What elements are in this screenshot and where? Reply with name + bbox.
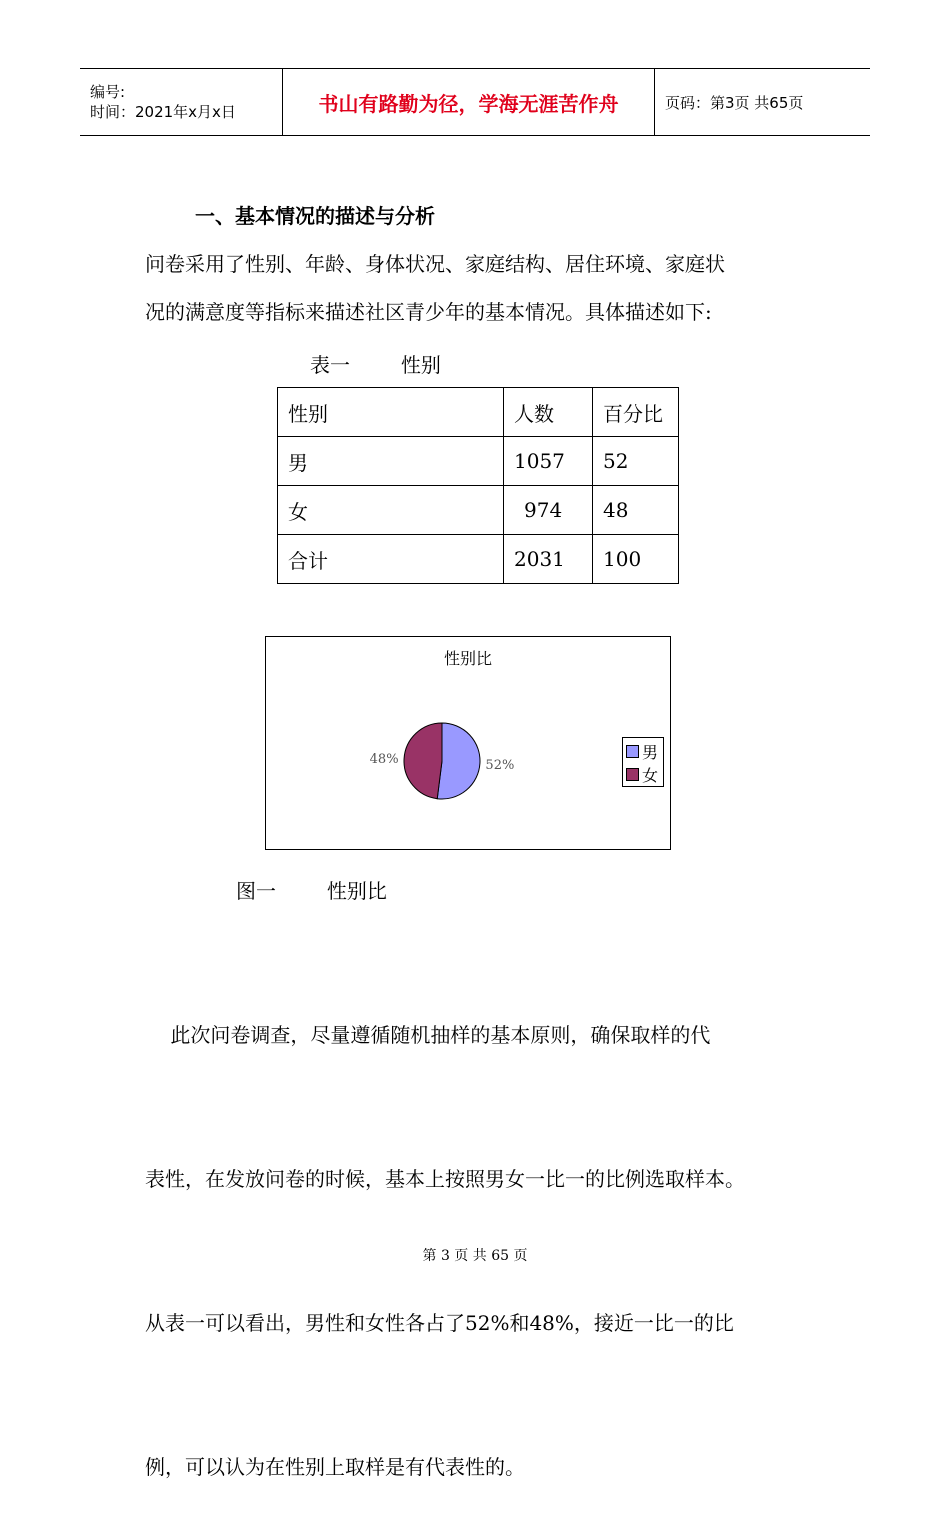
body-paragraph <box>145 915 810 1539</box>
table-header-cell: 人数 <box>504 388 593 437</box>
table-cell: 52 <box>593 437 679 486</box>
header-page-info: 页码：第3页 共65页 <box>665 93 804 112</box>
table-row <box>278 437 679 486</box>
legend-item <box>626 740 663 763</box>
table-caption: 表一 性别 <box>310 353 441 377</box>
table-row <box>278 535 679 584</box>
pie-data-label: 52% <box>485 757 515 773</box>
pie-slice-male <box>437 723 480 799</box>
table-cell: 女 <box>278 486 504 535</box>
header-motto: 书山有路勤为径，学海无涯苦作舟 <box>282 69 655 135</box>
legend-swatch-female <box>626 768 639 781</box>
table-cell: 100 <box>593 535 679 584</box>
table-cell: 男 <box>278 437 504 486</box>
table-cell: 合计 <box>278 535 504 584</box>
body-line: 此次问卷调查，尽量遵循随机抽样的基本原则，确保取样的代 <box>145 1023 711 1047</box>
chart-title: 性别比 <box>443 649 492 668</box>
pie-chart-plot <box>266 637 670 849</box>
table-header-cell: 性别 <box>278 388 504 437</box>
gender-table <box>277 387 679 584</box>
intro-line: 况的满意度等指标来描述社区青少年的基本情况。具体描述如下: <box>145 300 712 324</box>
figure-caption: 图一 性别比 <box>236 879 387 903</box>
chart-legend <box>622 737 664 787</box>
table-header-cell: 百分比 <box>593 388 679 437</box>
table-cell: 1057 <box>504 437 593 486</box>
page-header <box>80 68 870 136</box>
date-label: 时间：2021年x月x日 <box>90 103 236 121</box>
pie-slice-female <box>404 723 442 799</box>
body-line: 表性，在发放问卷的时候，基本上按照男女一比一的比例选取样本。 <box>145 1167 745 1191</box>
legend-label: 男 <box>642 743 659 762</box>
pie-chart <box>265 636 671 850</box>
section-title: 一、基本情况的描述与分析 <box>195 204 435 228</box>
legend-label: 女 <box>642 766 659 785</box>
table-cell: 2031 <box>504 535 593 584</box>
body-line: 例，可以认为在性别上取样是有代表性的。 <box>145 1455 525 1479</box>
legend-swatch-male <box>626 745 639 758</box>
pie-data-label: 48% <box>369 752 399 768</box>
intro-paragraph <box>145 240 810 336</box>
table-row <box>278 486 679 535</box>
legend-item <box>626 763 663 786</box>
table-header-row <box>278 388 679 437</box>
table-cell: 974 <box>504 486 593 535</box>
body-line: 从表一可以看出，男性和女性各占了52%和48%，接近一比一的比 <box>145 1311 734 1335</box>
header-meta <box>80 69 282 135</box>
intro-line: 问卷采用了性别、年龄、身体状况、家庭结构、居住环境、家庭状 <box>145 252 725 276</box>
table-cell: 48 <box>593 486 679 535</box>
serial-label: 编号: <box>90 83 126 101</box>
page-footer: 第 3 页 共 65 页 <box>422 1248 528 1264</box>
